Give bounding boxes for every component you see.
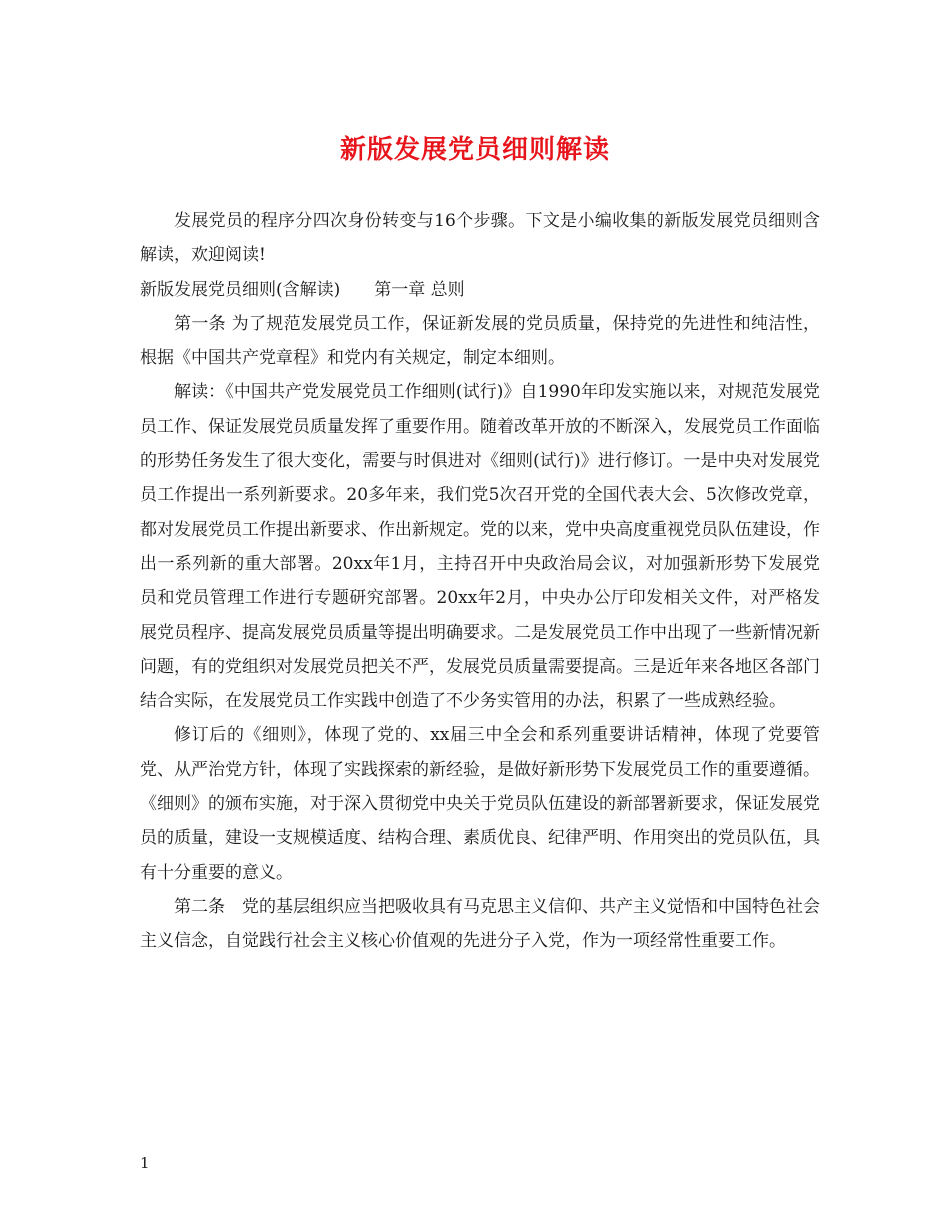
section-heading: 新版发展党员细则(含解读) 第一章 总则 — [140, 279, 465, 300]
intro-paragraph: 发展党员的程序分四次身份转变与16个步骤。下文是小编收集的新版发展党员细则含解读，欢迎阅读! — [140, 211, 820, 266]
interpretation-paragraph: 解读：《中国共产党发展党员工作细则(试行)》自1990年印发实施以来，对规范发展党员工作、保证发展党员质量发挥了重要作用。随着改革开放的不断深入，发展党员工作面临的形势任务发生了很大变化，需要与时俱进对《细则(试行)》进行修订。一是中央对发展党员工作提出一系列新要求。20多年来，我们党5次召开党的全国代表大会、5次修改党章，都对发展党员工作提出新要求、作出新规定。党的以来，党中央高度重视党员队伍建设，作出一系列新的重大部署。20xx年1月，主持召开中央政治局会议，对加强新形势下发展党员和党员管理工作进行专题研究部署。20xx年2月，中央办公厅印发相关文件，对严格发展党员程序、提高发展党员质量等提出明确要求。二是发展党员工作中出现了一些新情况新问题，有的党组织对发展党员把关不严，发展党员质量需要提高。三是近年来各地区各部门结合实际，在发展党员工作实践中创造了不少务实管用的办法，积累了一些成熟经验。 — [140, 382, 820, 712]
revision-paragraph: 修订后的《细则》，体现了党的、xx届三中全会和系列重要讲话精神，体现了党要管党、从严治党方针，体现了实践探索的新经验，是做好新形势下发展党员工作的重要遵循。《细则》的颁布实施，对于深入贯彻党中央关于党员队伍建设的新部署新要求，保证发展党员的质量，建设一支规模适度、结构合理、素质优良、纪律严明、作用突出的党员队伍，具有十分重要的意义。 — [140, 725, 820, 883]
article-two-paragraph: 第二条 党的基层组织应当把吸收具有马克思主义信仰、共产主义觉悟和中国特色社会主义信念，自觉践行社会主义核心价值观的先进分子入党，作为一项经常性重要工作。 — [140, 896, 820, 952]
document-title: 新版发展党员细则解读 — [339, 135, 610, 165]
page-number: 1 — [140, 1154, 150, 1172]
document-body — [140, 204, 820, 959]
article-one-paragraph: 第一条 为了规范发展党员工作，保证新发展的党员质量，保持党的先进性和纯洁性，根据《中国共产党章程》和党内有关规定，制定本细则。 — [140, 313, 820, 369]
